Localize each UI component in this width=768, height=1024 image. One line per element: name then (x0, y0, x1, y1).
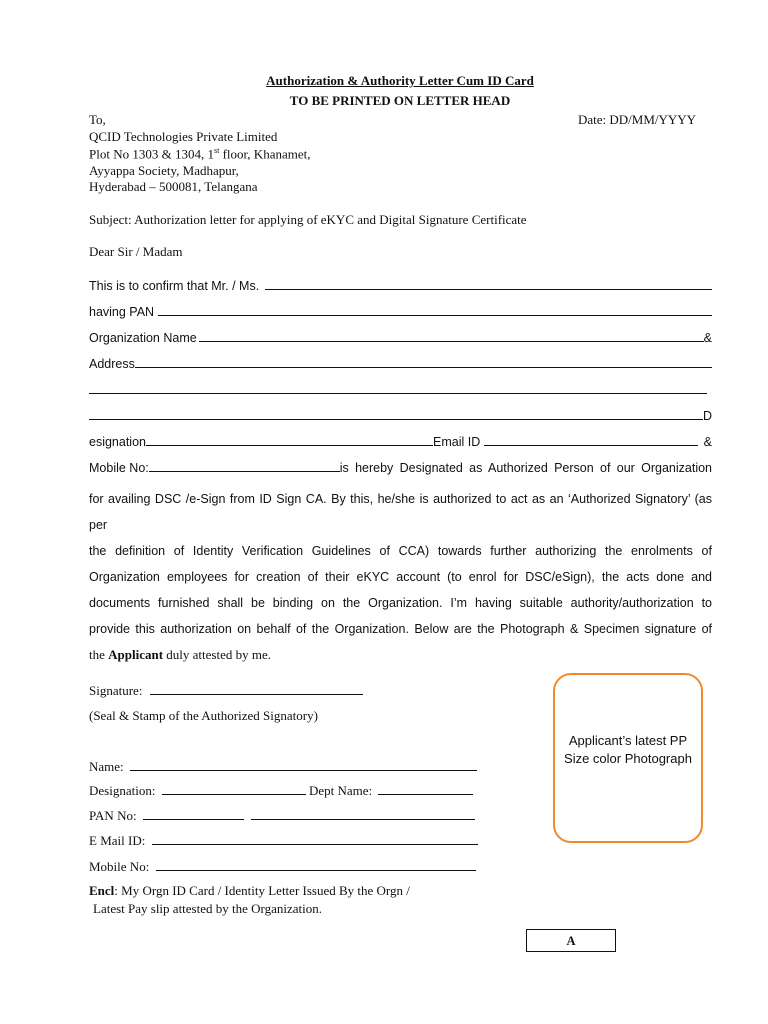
sig-name-blank (130, 759, 477, 771)
email-label: Email ID (433, 435, 481, 449)
sig-mobile-label: Mobile No: (89, 859, 150, 874)
confirm-label: This is to confirm that Mr. / Ms. (89, 279, 260, 293)
authorization-paragraph (89, 486, 712, 668)
mobile-label: Mobile No: (89, 461, 149, 475)
name-blank (265, 278, 712, 290)
sig-pan-label: PAN No: (89, 808, 137, 823)
sig-designation-label: Designation: (89, 783, 156, 798)
paragraph-line: documents furnished shall be binding on the Organization. I’m having suitable authority/authorization to (89, 596, 712, 610)
org-row (89, 330, 712, 345)
signature-label: Signature: (89, 683, 143, 698)
address-to: To, (89, 112, 106, 127)
org-label: Organization Name (89, 331, 197, 345)
page-marker-badge: A (526, 929, 616, 952)
email-blank (484, 434, 697, 446)
dept-label: Dept Name: (308, 783, 373, 798)
designation-label: esignation (89, 435, 146, 449)
address-row-3 (89, 408, 712, 423)
address-blank-2 (89, 382, 707, 394)
sig-pan-row (89, 808, 475, 824)
sig-email-label: E Mail ID: (89, 833, 146, 848)
document-title: Authorization & Authority Letter Cum ID Card (266, 73, 534, 88)
address-row-2 (89, 382, 707, 394)
address-line2: Ayyappa Society, Madhapur, (89, 163, 239, 178)
paragraph-line: the definition of Identity Verification Guidelines of CCA) towards further authorizing the enrolments of (89, 544, 712, 558)
paragraph-line: provide this authorization on behalf of the Organization. Below are the Photograph & Specimen signature of (89, 622, 712, 636)
signature-blank (150, 683, 363, 695)
pan-blank (158, 304, 712, 316)
photo-placeholder-box (553, 673, 703, 843)
mobile-blank (149, 460, 340, 472)
address-label: Address (89, 357, 135, 371)
sig-mobile-row (89, 859, 476, 875)
salutation: Dear Sir / Madam (89, 244, 183, 259)
dept-blank (378, 783, 473, 795)
document-subtitle: TO BE PRINTED ON LETTER HEAD (289, 93, 511, 108)
address-row (89, 356, 712, 371)
sig-email-row (89, 833, 478, 849)
address-line1: Plot No 1303 & 1304, 1st floor, Khanamet, (89, 146, 311, 162)
pan-row (89, 304, 712, 319)
sig-designation-blank (162, 783, 306, 795)
paragraph-line: Organization employees for creation of their eKYC account (to enrol for DSC/eSign), the acts done and (89, 570, 712, 584)
designation-blank (146, 434, 433, 446)
subject-line: Subject: Authorization letter for applying of eKYC and Digital Signature Certificate (89, 212, 527, 227)
paragraph-line: for availing DSC /e-Sign from ID Sign CA. By this, he/she is authorized to act as an ‘Authorized Signatory’ (as per (89, 492, 712, 532)
email-suffix: & (703, 435, 712, 449)
designation-d: D (702, 409, 712, 423)
confirm-name-row (89, 278, 712, 293)
sig-mobile-blank (156, 859, 476, 871)
photo-placeholder-text: Applicant’s latest PP Size color Photograph (564, 733, 692, 766)
seal-text: (Seal & Stamp of the Authorized Signatory) (89, 708, 318, 723)
signature-row (89, 683, 363, 699)
enclosure-line2: Latest Pay slip attested by the Organization. (93, 901, 323, 916)
sig-email-blank (152, 833, 478, 845)
org-blank (199, 330, 704, 342)
sig-name-label: Name: (89, 759, 124, 774)
pan-label: having PAN (89, 305, 155, 319)
mobile-row (89, 460, 712, 475)
paragraph-last-line: the Applicant duly attested by me. (89, 647, 271, 662)
sig-name-row (89, 759, 477, 775)
org-suffix: & (703, 331, 712, 345)
address-blank-3 (89, 408, 703, 420)
address-blank (135, 356, 712, 368)
address-line3: Hyderabad – 500081, Telangana (89, 179, 258, 194)
sig-pan-blank (143, 808, 244, 820)
address-company: QCID Technologies Private Limited (89, 129, 278, 144)
sig-designation-row (89, 783, 473, 799)
enclosure-line1: Encl: My Orgn ID Card / Identity Letter Issued By the Orgn / (89, 883, 410, 898)
date-field: Date: DD/MM/YYYY (578, 112, 697, 127)
sig-pan-blank-2 (251, 808, 475, 820)
designation-email-row (89, 434, 712, 449)
mobile-suffix: is hereby Designated as Authorized Person of our Organization (339, 461, 712, 475)
